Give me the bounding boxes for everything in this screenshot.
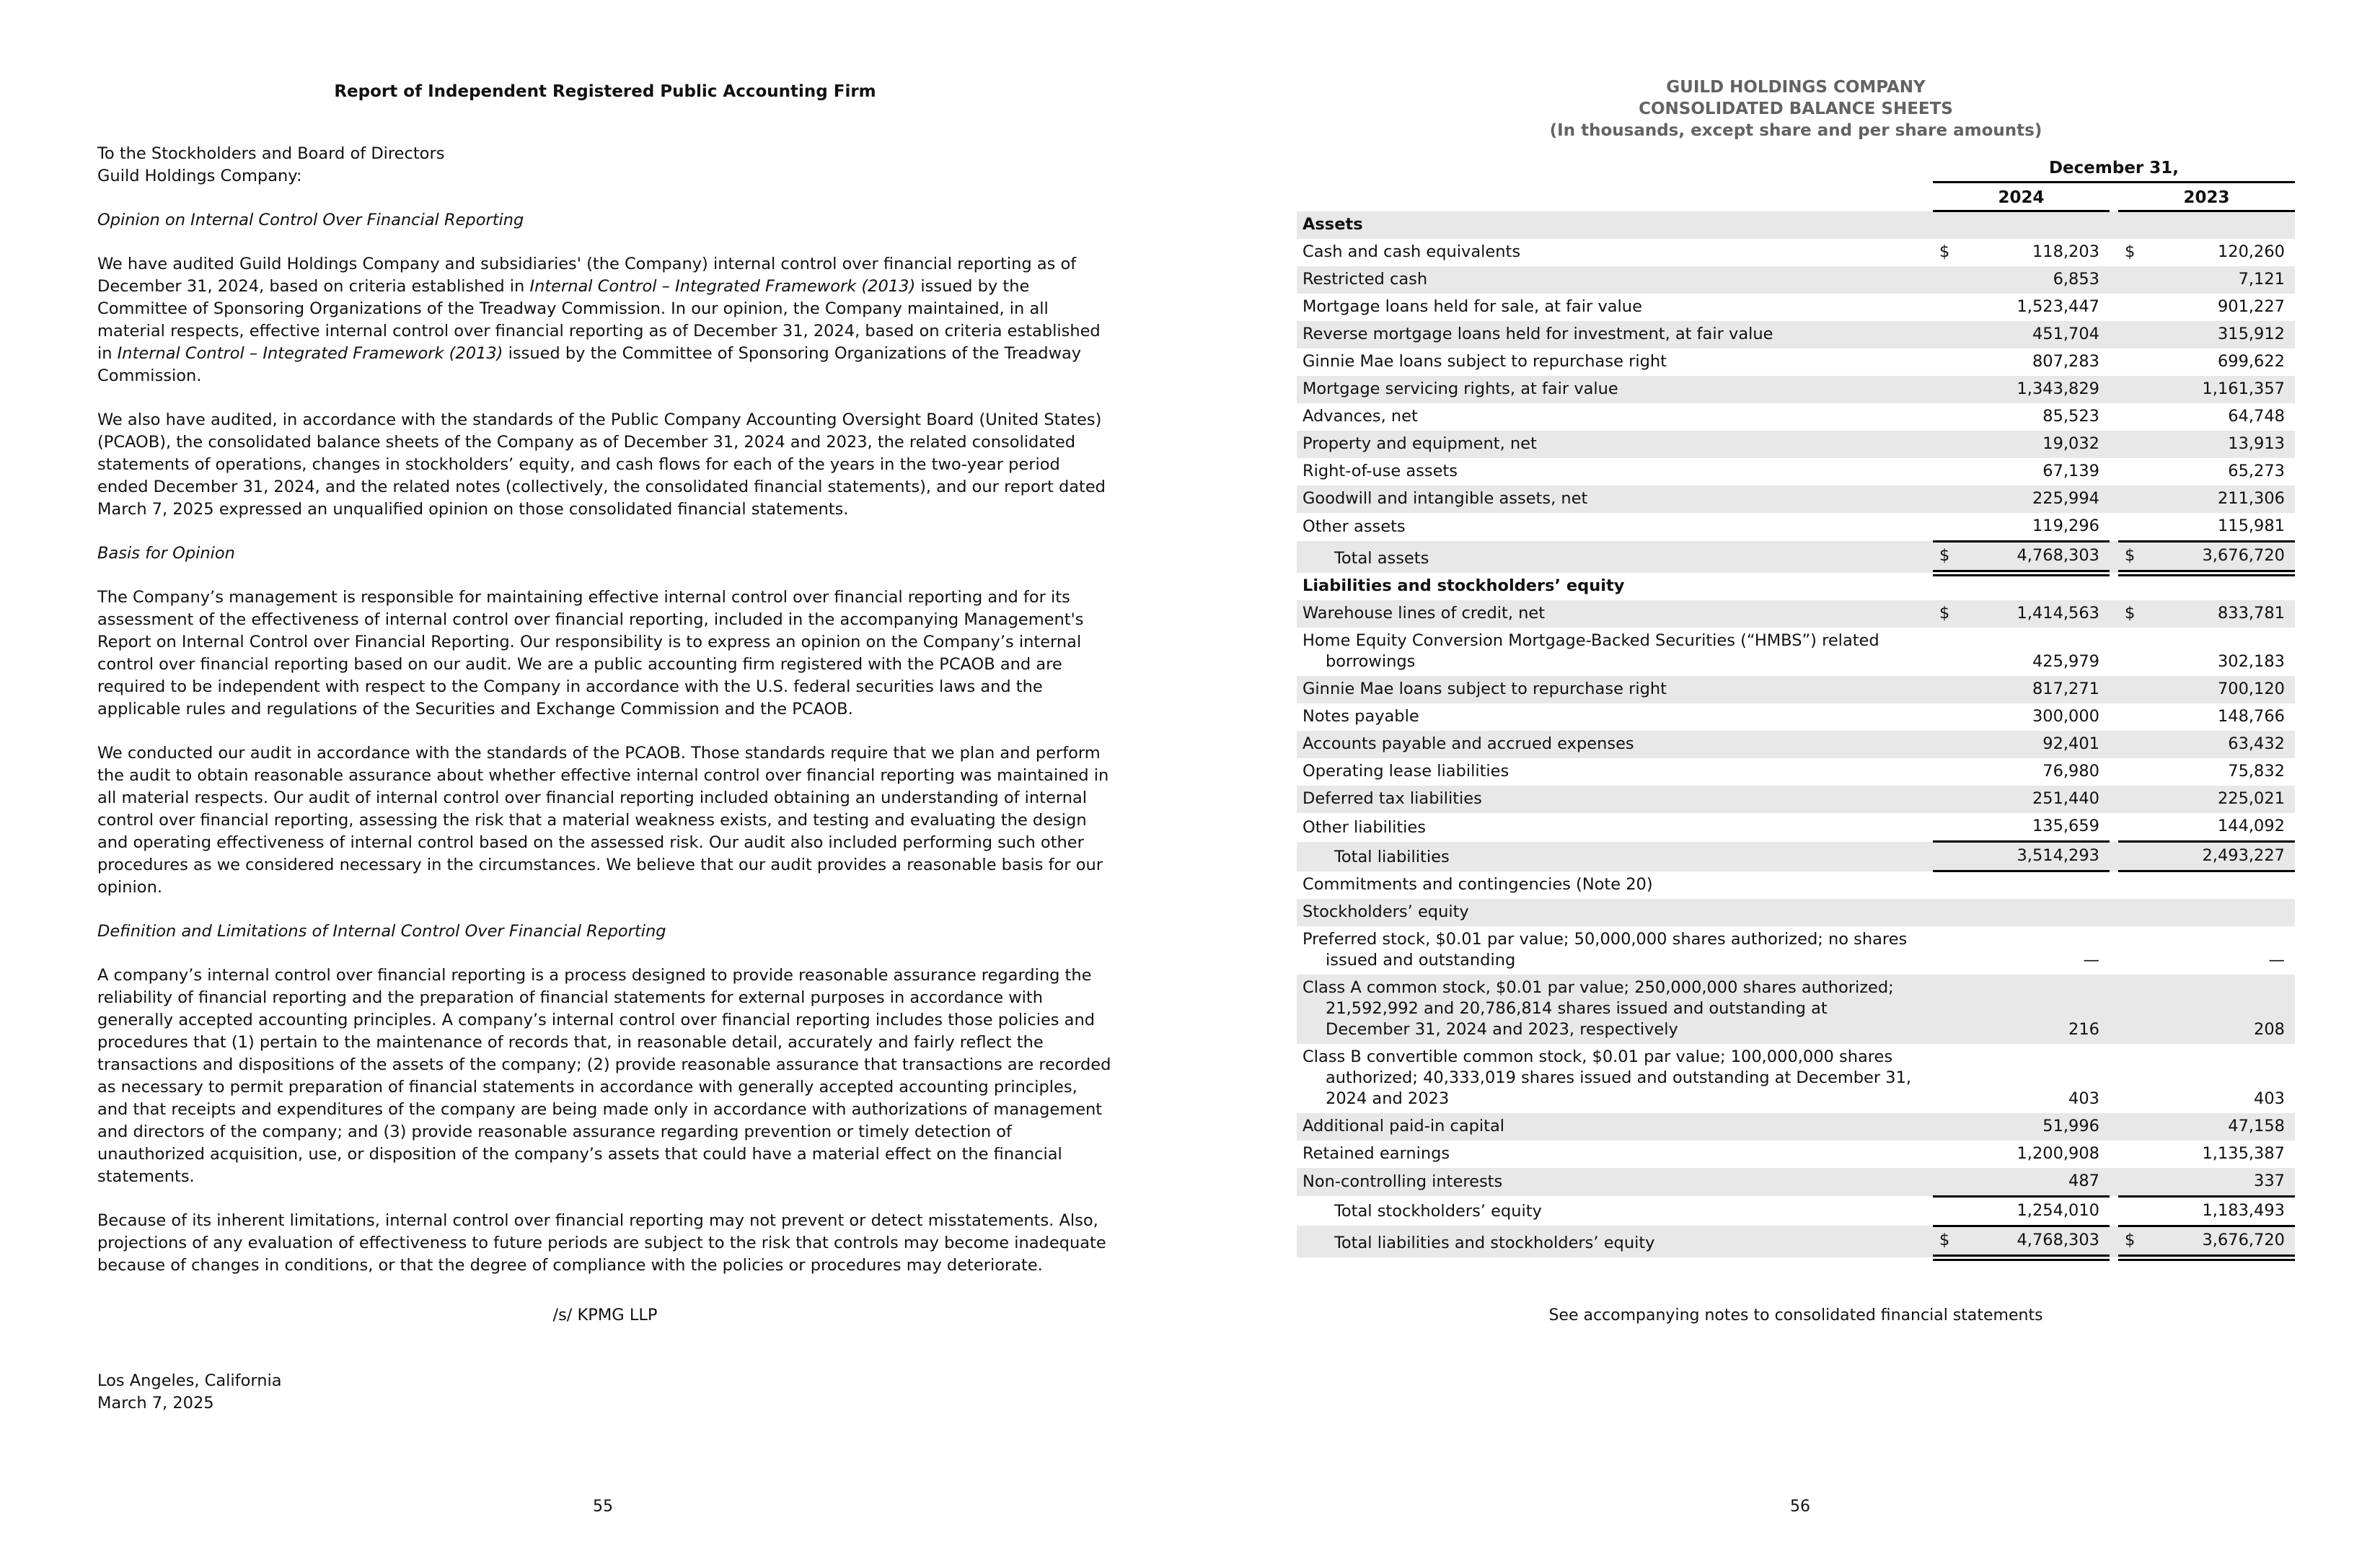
row-label: Restricted cash [1303,269,1428,289]
value-2023: 63,432 [2228,734,2285,753]
row-label: Home Equity Conversion Mortgage-Backed Securities (“HMBS”) related borrowings [1303,631,1879,671]
row-label: Preferred stock, $0.01 par value; 50,000,000 shares authorized; no shares issued and outstanding [1303,929,1908,970]
row-label: Commitments and contingencies (Note 20) [1303,874,1653,894]
value-2024: $ 4,768,303 [1933,1226,2110,1257]
column-gap [2110,703,2118,731]
row-label: Cash and cash equivalents [1303,242,1521,261]
column-gap [2110,676,2118,703]
paragraph: We also have audited, in accordance with the standards of the Public Company Accounting Oversight Board (United States) (PCAOB), the consolidated balance sheets of the Company as of December 31, 2024 and 2023, the related consolidated statements of operations, changes in stockholders’ equity, and cash flows for each of the years in the two-year period ended December 31, 2024, and the related notes (collectively, the consolidated financial statements), and our report dated March 7, 2025 expressed an unqualified opinion on those consolidated financial statements. [97,410,1106,519]
dollar-sign: $ [1939,242,1950,261]
page-number-right: 56 [1790,1498,1810,1516]
row-label: Other assets [1303,517,1406,536]
value-2024: 403 [2068,1089,2099,1108]
signature-date: March 7, 2025 [97,1394,214,1412]
row-label: Total liabilities and stockholders’ equity [1334,1234,1655,1252]
value-2023: 225,021 [2217,789,2285,808]
table-row [1297,676,2295,703]
value-2023: $ 3,676,720 [2118,1226,2295,1257]
balance-sheet-table [1297,159,2295,1261]
value-2023: 148,766 [2217,707,2285,726]
row-label: Ginnie Mae loans subject to repurchase right [1303,680,1667,698]
table-row [1297,458,2295,485]
value-2023 [2118,573,2295,600]
table-row [1297,294,2295,321]
year-header-2023: 2023 [2118,183,2295,211]
table-row [1297,871,2295,899]
dollar-sign: $ [2125,604,2136,623]
table-row [1297,1168,2295,1197]
date-header: December 31, [1933,159,2295,183]
balance-sheet-body [1297,211,2295,1258]
column-gap [2110,183,2118,211]
company-name: GUILD HOLDINGS COMPANY [1666,78,1926,97]
value-2024 [1933,871,2110,899]
year-header-row [1297,183,2295,211]
header-spacer [1297,159,1933,183]
value-2024: 300,000 [2032,707,2099,726]
table-row [1297,573,2295,600]
column-gap [2110,573,2118,600]
value-2023: 13,913 [2228,434,2285,453]
value-2024: — [2083,950,2099,970]
column-gap [2110,458,2118,485]
value-2024: 451,704 [2032,324,2099,343]
value-2023: 7,121 [2238,269,2285,289]
value-2023: 1,135,387 [2202,1143,2285,1163]
year-header-2024: 2024 [1933,183,2110,211]
table-row [1297,1113,2295,1141]
value-2023: 144,092 [2118,813,2295,842]
salutation-line: Guild Holdings Company: [97,167,302,185]
table-row [1297,758,2295,786]
units-note: (In thousands, except share and per share amounts) [1549,121,2042,140]
table-row [1297,600,2295,628]
paragraph: We have audited Guild Holdings Company and subsidiaries' (the Company) internal control over financial reporting as of December 31, 2024, based on criteria established in Internal Control – Integrated Framework (2013) issued by the Committee of Sponsoring Organizations of the Treadway Commission. In our opinion, the Company maintained, in all material respects, effective internal control over financial reporting as of December 31, 2024, based on criteria established in Internal Control – Integrated Framework (2013) issued by the Committee of Sponsoring Organizations of the Treadway Commission. [97,255,1101,385]
balance-sheet-page [1297,76,2295,1326]
value-2024: $ 1,414,563 [1939,604,2099,623]
footnote: See accompanying notes to consolidated financial statements [1548,1306,2043,1324]
dollar-sign: $ [1939,1230,1950,1249]
row-label: Class A common stock, $0.01 par value; 250,000,000 shares authorized; 21,592,992 and 20,786,814 shares issued and outstanding at December 31, 2024 and 2023, respectively [1303,977,1894,1039]
row-label: Assets [1303,214,1363,234]
value-2023 [2118,899,2295,926]
value-2024: 1,254,010 [1933,1196,2110,1226]
column-gap [2110,321,2118,348]
table-row [1297,1141,2295,1168]
header-spacer [1297,183,1933,211]
row-label: Liabilities and stockholders’ equity [1303,576,1625,595]
auditor-signature: /s/ KPMG LLP [552,1306,658,1324]
value-2023: 65,273 [2228,461,2285,480]
value-2024: 85,523 [2042,406,2099,426]
value-2023: 302,183 [2217,652,2285,671]
column-gap [2110,899,2118,926]
table-row [1297,239,2295,266]
column-gap [2110,431,2118,458]
row-label: Other liabilities [1303,817,1427,837]
value-2024: 67,139 [2042,461,2099,480]
value-2024: 92,401 [2042,734,2099,753]
value-2023: 208 [2254,1019,2285,1039]
section-heading: Definition and Limitations of Internal Control Over Financial Reporting [97,922,666,941]
dollar-sign: $ [2125,242,2136,261]
paragraph: The Company’s management is responsible for maintaining effective internal control over financial reporting and for its assessment of the effectiveness of internal control over financial reporting, included in the accompanying Management's Report on Internal Control over Financial Reporting. Our responsibility is to express an opinion on the Company’s internal control over financial reporting based on our audit. We are a public accounting firm registered with the PCAOB and are required to be independent with respect to the Company in accordance with the U.S. federal securities laws and the applicable rules and regulations of the Securities and Exchange Commission and the PCAOB. [97,588,1084,719]
value-2024: 19,032 [2042,434,2099,453]
table-row [1297,376,2295,403]
value-2024: 216 [2068,1019,2099,1039]
value-2023: 337 [2118,1168,2295,1197]
table-row [1297,541,2295,573]
paragraph: A company’s internal control over financial reporting is a process designed to provide reasonable assurance regarding the reliability of financial reporting and the preparation of financial statements for external purposes in accordance with generally accepted accounting principles. A company’s internal control over financial reporting includes those policies and procedures that (1) pertain to the maintenance of records that, in reasonable detail, accurately and fairly reflect the transactions and dispositions of the assets of the company; (2) provide reasonable assurance that transactions are recorded as necessary to permit preparation of financial statements in accordance with generally accepted accounting principles, and that receipts and expenditures of the company are being made only in accordance with authorizations of management and directors of the company; and (3) provide reasonable assurance regarding prevention or timely detection of unauthorized acquisition, use, or disposition of the company’s assets that could have a material effect on the financial statements. [97,966,1111,1186]
column-gap [2110,541,2118,573]
table-row [1297,485,2295,513]
value-2024: 135,659 [1933,813,2110,842]
row-label: Property and equipment, net [1303,434,1537,453]
dollar-sign: $ [1939,604,1950,623]
column-gap [2110,786,2118,813]
value-2024: 51,996 [2042,1116,2099,1135]
table-row [1297,403,2295,431]
value-2023: 211,306 [2217,488,2285,508]
value-2023: 2,493,227 [2118,842,2295,871]
value-2024: 425,979 [2032,652,2099,671]
row-label: Right-of-use assets [1303,461,1458,480]
table-row [1297,1196,2295,1226]
value-2023: 1,161,357 [2202,379,2285,398]
value-2023: $ 3,676,720 [2118,541,2295,573]
table-row [1297,842,2295,871]
value-2024: 817,271 [2032,680,2099,698]
row-label: Total stockholders’ equity [1334,1202,1542,1221]
balance-sheet-header [1297,76,2295,141]
column-gap [2110,1141,2118,1168]
table-row [1297,266,2295,294]
value-2023: 315,912 [2217,324,2285,343]
column-gap [2110,758,2118,786]
row-label: Warehouse lines of credit, net [1303,604,1546,623]
value-2023: 1,183,493 [2118,1196,2295,1226]
value-2023: 403 [2254,1089,2285,1108]
column-gap [2110,403,2118,431]
column-gap [2110,1168,2118,1197]
value-2023: 700,120 [2217,680,2285,698]
value-2024 [1933,573,2110,600]
page-number-left: 55 [593,1498,613,1516]
table-row [1297,926,2295,975]
value-2024 [1933,899,2110,926]
paragraph: We conducted our audit in accordance with the standards of the PCAOB. Those standards require that we plan and perform the audit to obtain reasonable assurance about whether effective internal control over financial reporting was maintained in all material respects. Our audit of internal control over financial reporting included obtaining an understanding of internal control over financial reporting, assessing the risk that a material weakness exists, and testing and evaluating the design and operating effectiveness of internal control based on the assessed risk. Our audit also included performing such other procedures as we considered necessary in the circumstances. We believe that our audit provides a reasonable basis for our opinion. [97,744,1109,897]
table-row [1297,975,2295,1044]
row-label: Total assets [1334,549,1429,568]
dollar-sign: $ [1939,545,1950,565]
dollar-sign: $ [2125,545,2136,565]
row-label: Deferred tax liabilities [1303,789,1482,808]
row-label: Retained earnings [1303,1143,1450,1163]
row-label: Stockholders’ equity [1303,902,1469,921]
table-row [1297,703,2295,731]
column-gap [2110,600,2118,628]
value-2024: $ 118,203 [1939,242,2099,261]
value-2023: $ 833,781 [2125,604,2285,623]
value-2024: 487 [1933,1168,2110,1197]
table-row [1297,1226,2295,1257]
value-2024: 3,514,293 [1933,842,2110,871]
column-gap [2110,1196,2118,1226]
row-label: Accounts payable and accrued expenses [1303,734,1634,753]
row-label: Mortgage loans held for sale, at fair value [1303,296,1642,316]
column-gap [2110,975,2118,1044]
table-row [1297,321,2295,348]
value-2024: 225,994 [2032,488,2099,508]
value-2023: 699,622 [2217,351,2285,371]
row-label: Notes payable [1303,707,1419,726]
column-gap [2110,513,2118,542]
column-gap [2110,376,2118,403]
column-gap [2110,1044,2118,1113]
date-header-row [1297,159,2295,183]
row-label: Operating lease liabilities [1303,762,1509,781]
section-heading: Opinion on Internal Control Over Financial Reporting [97,211,524,229]
salutation [97,143,1113,188]
column-gap [2110,628,2118,676]
sign-off-block [97,1370,1113,1415]
value-2023: 64,748 [2228,406,2285,426]
column-gap [2110,871,2118,899]
report-title: Report of Independent Registered Public Accounting Firm [334,82,876,101]
row-label: Reverse mortgage loans held for investment, at fair value [1303,324,1773,343]
report-sections [97,209,1113,1277]
value-2024: 251,440 [2032,789,2099,808]
value-2023: 115,981 [2118,513,2295,542]
column-gap [2110,348,2118,376]
row-label: Class B convertible common stock, $0.01 par value; 100,000,000 shares authorized; 40,333,019 shares issued and outstanding at December 31, 2024 and 2023 [1303,1047,1912,1108]
table-row [1297,211,2295,239]
row-label: Total liabilities [1334,847,1450,866]
table-row [1297,786,2295,813]
value-2023: — [2268,950,2285,970]
row-label: Goodwill and intangible assets, net [1303,488,1588,508]
column-gap [2110,813,2118,842]
value-2023: 901,227 [2217,296,2285,316]
column-gap [2110,1226,2118,1257]
signature-location: Los Angeles, California [97,1371,282,1390]
column-gap [2110,211,2118,239]
column-gap [2110,239,2118,266]
value-2024: 807,283 [2032,351,2099,371]
section-heading: Basis for Opinion [97,544,235,563]
value-2023: 75,832 [2228,762,2285,781]
column-gap [2110,731,2118,758]
row-label: Additional paid-in capital [1303,1116,1505,1135]
column-gap [2110,1113,2118,1141]
row-label: Ginnie Mae loans subject to repurchase right [1303,351,1667,371]
row-label: Non-controlling interests [1303,1172,1503,1191]
table-row [1297,431,2295,458]
audit-report-page [97,81,1113,1415]
column-gap [2110,294,2118,321]
column-gap [2110,842,2118,871]
value-2024: 119,296 [1933,513,2110,542]
column-gap [2110,266,2118,294]
statement-title: CONSOLIDATED BALANCE SHEETS [1639,100,1953,118]
value-2024: 1,343,829 [2017,379,2099,398]
row-label: Mortgage servicing rights, at fair value [1303,379,1618,398]
column-gap [2110,485,2118,513]
table-row [1297,813,2295,842]
value-2024: 1,200,908 [2017,1143,2099,1163]
dollar-sign: $ [2125,1230,2136,1249]
paragraph: Because of its inherent limitations, internal control over financial reporting may not prevent or detect misstatements. Also, projections of any evaluation of effectiveness to future periods are subject to the risk that controls may become inadequate because of changes in conditions, or that the degree of compliance with the policies or procedures may deteriorate. [97,1211,1106,1275]
table-row [1297,513,2295,542]
value-2024: 76,980 [2042,762,2099,781]
value-2024: $ 4,768,303 [1933,541,2110,573]
value-2024: 6,853 [2053,269,2099,289]
value-2023: $ 120,260 [2125,242,2285,261]
value-2023 [2118,211,2295,239]
row-label: Advances, net [1303,406,1418,426]
value-2023: 47,158 [2228,1116,2285,1135]
table-row [1297,348,2295,376]
value-2024: 1,523,447 [2017,296,2099,316]
column-gap [2110,926,2118,975]
salutation-line: To the Stockholders and Board of Directors [97,144,445,163]
table-row [1297,628,2295,676]
value-2023 [2118,871,2295,899]
table-row [1297,1044,2295,1113]
table-row [1297,899,2295,926]
value-2024 [1933,211,2110,239]
table-row [1297,731,2295,758]
